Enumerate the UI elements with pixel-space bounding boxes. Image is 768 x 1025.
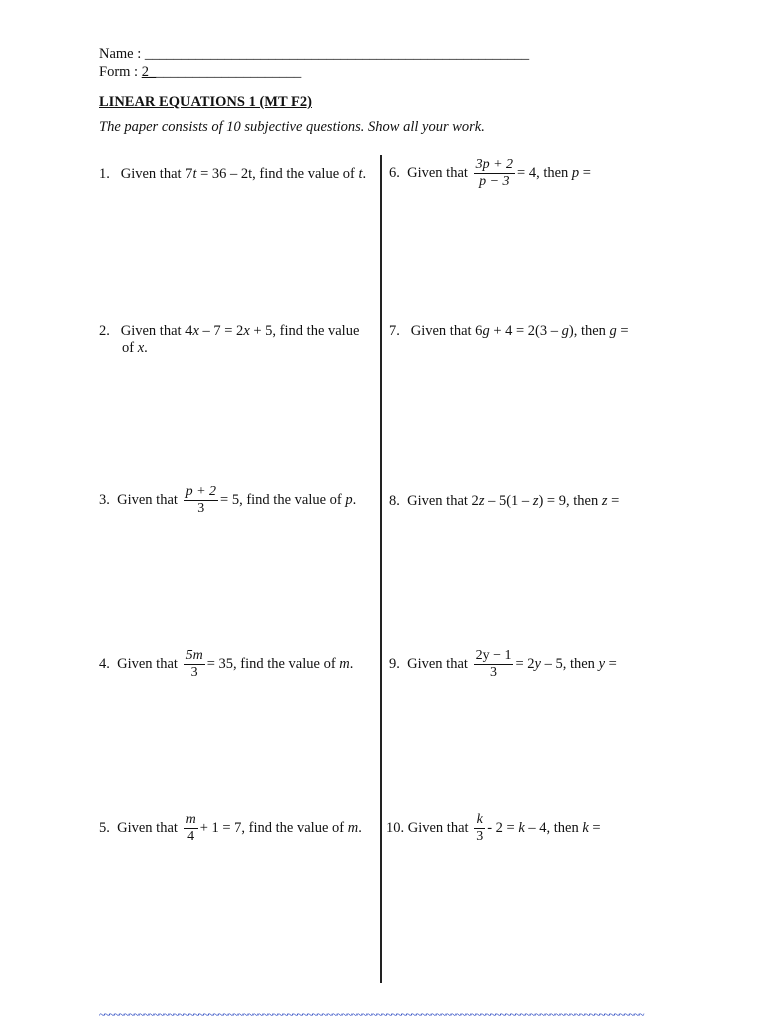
q4-number: 4. <box>99 655 110 672</box>
question-5 <box>99 812 362 845</box>
q6-number: 6. <box>389 164 400 181</box>
q4-text: Given that <box>117 655 178 672</box>
q5-end: . <box>358 819 362 836</box>
form-label: Form : <box>99 64 139 80</box>
question-4 <box>99 648 353 681</box>
footer-wave-text: ~~~~~~~~~~~~~~~~~~~~~~~~~~~~~~~~~~~~~~~~~~~~~~~~~~~~~~~~~~~~~~~~~~~~~~~~~~~~~~~~~~~~~~~~~~~~~~~~~~~~~~~~~~~~~~ <box>99 1009 644 1016</box>
q4-var: m <box>339 655 350 672</box>
q3-number: 3. <box>99 491 110 508</box>
q7-var-3: g <box>609 323 617 339</box>
q10-var: k <box>518 819 525 836</box>
q5-number: 5. <box>99 819 110 836</box>
q8-var-2: z <box>532 493 539 509</box>
question-9 <box>389 648 617 681</box>
column-divider <box>380 155 382 983</box>
name-label: Name : <box>99 46 142 62</box>
q3-end: . <box>352 491 357 508</box>
question-6 <box>389 157 591 190</box>
q8-number: 8. <box>389 493 400 509</box>
q1-var-2: t <box>358 166 363 182</box>
name-row <box>99 46 529 63</box>
q2-line2: of <box>122 340 138 356</box>
q1-var: t <box>192 166 197 182</box>
question-7 <box>389 323 629 340</box>
q8-var-3: z <box>601 493 608 509</box>
question-1 <box>99 166 366 183</box>
q9-var: y <box>534 655 541 672</box>
q6-fraction-denominator: p − 3 <box>479 174 510 189</box>
q6-fraction <box>474 157 515 190</box>
q9-text-3: – 5, then <box>540 655 599 672</box>
q9-fraction <box>474 648 514 681</box>
q3-text-2: = 5, find the value of <box>220 491 346 508</box>
q8-end: = <box>607 493 620 509</box>
q3-fraction-denominator: 3 <box>197 501 205 516</box>
q10-fraction-numerator: k <box>474 812 485 829</box>
q2-var-3: x <box>137 340 145 356</box>
question-8 <box>389 493 619 510</box>
q7-var: g <box>482 323 490 339</box>
q10-fraction <box>474 812 485 845</box>
q2-var: x <box>192 323 199 339</box>
q10-text-3: – 4, then <box>524 819 583 836</box>
worksheet-title: LINEAR EQUATIONS 1 (MT F2) <box>99 94 312 110</box>
q9-end: = <box>605 655 617 672</box>
instructions: The paper consists of 10 subjective questions. Show all your work. <box>99 119 485 135</box>
q6-text: Given that <box>407 164 468 181</box>
q7-text: Given that 6 <box>410 323 483 339</box>
q9-fraction-denominator: 3 <box>490 665 498 680</box>
q8-text: Given that 2 <box>407 493 479 509</box>
q7-text-2: + 4 = 2(3 – <box>489 323 562 339</box>
q5-fraction-numerator: m <box>185 812 196 827</box>
q3-fraction-numerator: p + 2 <box>185 484 217 499</box>
q5-fraction <box>184 812 198 845</box>
q9-fraction-numerator: 2y − 1 <box>475 648 512 663</box>
q8-text-3: ) = 9, then <box>538 493 602 509</box>
q10-text-2: - 2 = <box>487 819 519 836</box>
q7-var-2: g <box>561 323 569 339</box>
q10-end: = <box>588 819 601 836</box>
q3-var: p <box>345 491 353 508</box>
q2-number: 2. <box>99 323 110 339</box>
q4-fraction-denominator: 3 <box>190 665 198 680</box>
q4-fraction-numerator: 5m <box>185 648 203 663</box>
q2-end: . <box>144 340 148 356</box>
q2-text-2: – 7 = 2 <box>198 323 244 339</box>
q7-number: 7. <box>389 323 400 339</box>
q4-text-2: = 35, find the value of <box>206 655 340 672</box>
q1-number: 1. <box>99 166 110 182</box>
q2-text-3: + 5, find the value <box>249 323 360 339</box>
q6-fraction-numerator: 3p + 2 <box>475 157 514 172</box>
q1-text-2: = 36 – 2t, find the value of <box>196 166 359 182</box>
q5-fraction-denominator: 4 <box>187 829 195 844</box>
q3-fraction <box>184 484 218 517</box>
q2-var-2: x <box>243 323 250 339</box>
question-3 <box>99 484 356 517</box>
q6-text-2: = 4, then <box>517 164 572 181</box>
q9-number: 9. <box>389 655 400 672</box>
form-field-line[interactable]: ____________________ <box>156 64 302 80</box>
q10-text: Given that <box>407 819 469 836</box>
q8-var: z <box>478 493 485 509</box>
q2-text: Given that 4 <box>120 323 193 339</box>
q9-text-2: = 2 <box>515 655 535 672</box>
q4-end: . <box>349 655 354 672</box>
q9-var-2: y <box>598 655 605 672</box>
q1-end: . <box>362 166 367 182</box>
q7-text-3: ), then <box>568 323 610 339</box>
name-field-line[interactable]: _____________________________________________________ <box>144 46 530 62</box>
q9-text: Given that <box>407 655 468 672</box>
q6-end: = <box>579 164 591 181</box>
q5-text: Given that <box>117 819 178 836</box>
q7-end: = <box>616 323 629 339</box>
q5-text-2: + 1 = 7, find the value of <box>199 819 348 836</box>
question-2 <box>99 323 359 357</box>
q3-text: Given that <box>117 491 178 508</box>
q10-fraction-denominator: 3 <box>476 829 484 844</box>
q10-var-2: k <box>582 819 589 836</box>
form-row <box>99 64 301 81</box>
q6-var: p <box>571 164 580 181</box>
footer-wave-line <box>99 1006 669 1016</box>
q8-text-2: – 5(1 – <box>484 493 533 509</box>
form-value[interactable]: 2_ <box>141 64 157 80</box>
q10-number: 10. <box>386 819 405 836</box>
q1-text: Given that 7 <box>120 166 193 182</box>
question-10 <box>386 812 601 845</box>
q5-var: m <box>347 819 359 836</box>
q4-fraction <box>184 648 205 681</box>
